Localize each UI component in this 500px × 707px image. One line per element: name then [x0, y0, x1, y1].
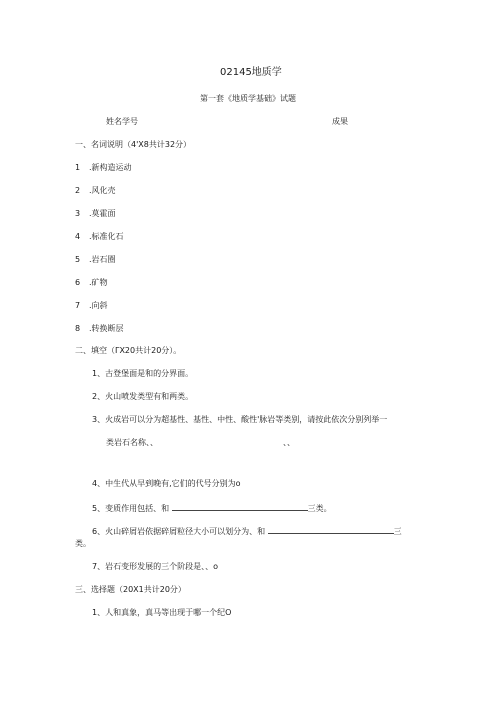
item-number: 7: [75, 301, 81, 310]
fill-question-6: [92, 525, 402, 537]
definition-item: [75, 232, 124, 242]
rock-name-blanks: 类岩石名称、、: [106, 438, 158, 447]
item-text: .标准化石: [89, 232, 124, 241]
item-number: 2: [75, 186, 81, 195]
question-text-end: 三类。: [307, 504, 332, 513]
name-id-label: 姓名学号: [106, 117, 138, 126]
item-number: 5: [75, 255, 81, 264]
question-text-end: 三: [393, 527, 402, 536]
item-text: .矿物: [89, 278, 108, 287]
choice-question-1: 1、人和真象，真马等出现于哪一个纪O: [92, 608, 232, 617]
question-text: 6、火山碎屑岩依据碎屑粒径大小可以划分为、和: [92, 527, 266, 536]
answer-blank[interactable]: [268, 525, 394, 534]
fill-question-5: [92, 502, 332, 514]
item-text: .莫霍面: [89, 209, 116, 218]
score-label: 成果: [332, 117, 348, 126]
item-text: .向斜: [89, 301, 108, 310]
fill-question-3: 3、火成岩可以分为超基性、基性、中性、酸性'脉岩等类别，请按此依次分别列举一: [92, 415, 388, 424]
section-heading-multiple-choice: 三、选择题（20X1共计20分）: [75, 585, 186, 594]
item-text: .风化壳: [89, 186, 116, 195]
item-number: 3: [75, 209, 81, 218]
item-number: 8: [75, 324, 81, 333]
question-text: 5、变质作用包括、和: [92, 504, 170, 513]
definition-item: [75, 255, 116, 265]
section-heading-definitions: 一、名词说明（4'X8共计32分）: [75, 140, 192, 149]
answer-blank[interactable]: [172, 502, 308, 511]
definition-item: [75, 301, 108, 311]
item-text: .岩石圈: [89, 255, 116, 264]
fill-question-7: 7、岩石变形发展的三个阶段是、、o: [92, 562, 218, 571]
definition-item: [75, 186, 116, 196]
item-text: .转换断层: [89, 324, 124, 333]
definition-item: [75, 209, 116, 219]
item-number: 6: [75, 278, 81, 287]
fill-question-1: 1、古登堡面是和的分界面。: [92, 369, 194, 378]
page-subtitle: 第一套《地质学基础》试题: [200, 94, 296, 103]
definition-item: [75, 163, 132, 173]
fill-question-4: 4、中生代从早到晚有,它们的代号分别为o: [92, 479, 241, 488]
item-number: 4: [75, 232, 81, 241]
page-title: 02145地质学: [220, 67, 282, 78]
definition-item: [75, 324, 124, 334]
rock-name-blanks-end: 、、: [283, 438, 295, 447]
section-heading-fill-blank: 二、填空（ΓX20共计20分）。: [75, 346, 182, 355]
fill-question-3-continued: [106, 438, 158, 448]
fill-question-6-continued: 类。: [75, 539, 91, 548]
item-number: 1: [75, 163, 81, 172]
item-text: .新构造运动: [89, 163, 132, 172]
fill-question-2: 2、火山喷发类型有和两类。: [92, 392, 194, 401]
definition-item: [75, 278, 108, 288]
